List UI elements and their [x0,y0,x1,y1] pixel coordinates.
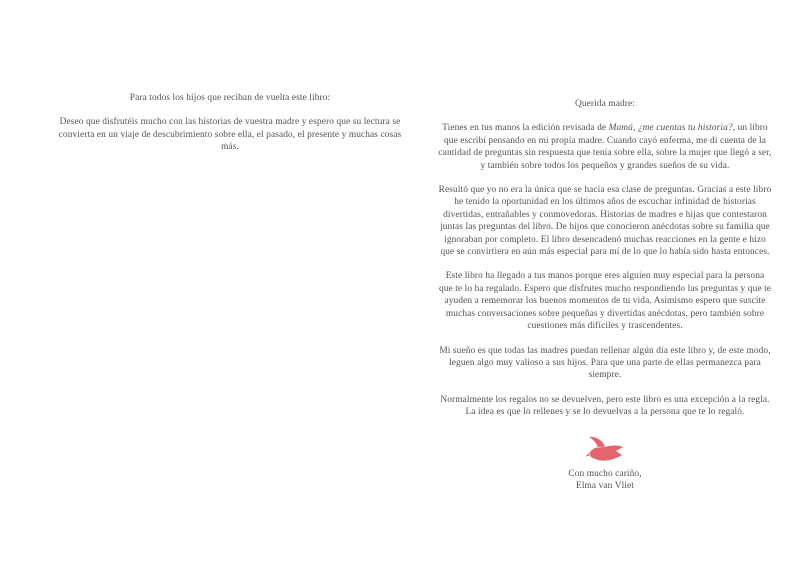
letter-paragraph-3: Este libro ha llegado a tus manos porque eres alguien muy especial para la persona que te lo ha regalado. Espero que disfrutes mucho respondiendo las preguntas y que te ayuden a rememorar los buenos momentos de tu vida. Asimismo espero que suscite muchas conversaciones sobre pequeñas y divertidas anécdotas, pero también sobre cuestiones más difíciles y trascendentes. [438,271,772,332]
bird-icon-shape [586,436,624,460]
book-title: Mamá, ¿me cuentas tu historia? [608,123,733,134]
paragraph-1-before-title: Tienes en tus manos la edición revisada de [442,123,609,134]
letter-salutation: Querida madre: [575,99,635,109]
letter-paragraph-2: Resultó que yo no era la única que se hacía esa clase de preguntas. Gracias a este libro he tenido la oportunidad en los últimos años de escuchar infinidad de historias divertidas, entrañables y conmovedoras. Historias de madres e hijas que contestaron juntas las preguntas del libro. De hijos que conocieron anécdotas sobre su familia que ignoraban por completo. El libro desencadenó muchas reacciones en la gente e hizo que se convirtiera en aún más especial para mí de lo que lo había sido hasta entonces. [438,185,772,258]
left-page [58,92,402,166]
letter-closing: Con mucho cariño, [568,468,642,479]
dedication-body: Deseo que disfrutéis mucho con las historias de vuestra madre y espero que su lectura se convierta en un viaje de descubrimiento sobre ella, el pasado, el presente y muchas cosas más. [58,117,402,153]
dedication-title: Para todos los hijos que reciban de vuelta este libro: [129,93,331,103]
letter-paragraph-4: Mi sueño es que todas las madres puedan rellenar algún día este libro y, de este modo, leguen algo muy valioso a sus hijos. Para que una parte de ellas permanezca para siempre. [439,345,771,381]
letter-signature: Elma van Vliet [576,480,634,491]
bird-icon [585,435,625,463]
right-page [438,98,772,492]
paragraph-1-after-title: , un libro que escribí pensando en mi propia madre. Cuando cayó enferma, me di cuenta de la cantidad de preguntas sin respuesta que tenía sobre ella, sobre la mujer que llegó a ser, y también sobre todos los pequeños y grandes sueños de su vida. [438,123,772,171]
letter-paragraph-5: Normalmente los regalos no se devuelven, pero este libro es una excepción a la regla. La idea es que lo rellenes y se lo devuelvas a la persona que te lo regaló. [440,394,770,418]
letter-paragraph-1 [438,122,772,172]
